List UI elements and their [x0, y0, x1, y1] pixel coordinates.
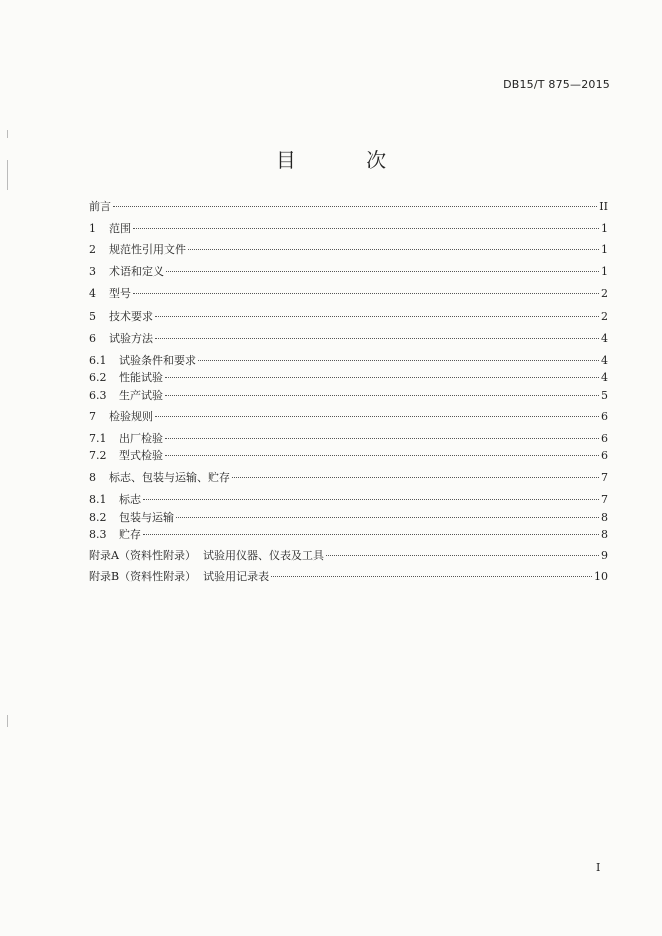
toc-page: 2	[601, 310, 608, 323]
toc-page: 5	[601, 389, 608, 402]
toc-num: 6.3	[89, 389, 107, 402]
toc-row[interactable]	[89, 287, 608, 301]
toc-text: 贮存	[119, 528, 141, 541]
toc-num: 7	[89, 410, 96, 423]
toc-row[interactable]	[89, 432, 608, 446]
toc-num: 附录B	[89, 570, 120, 583]
toc-page: 8	[601, 528, 608, 541]
toc-num: 附录A	[89, 549, 119, 562]
toc-leader	[188, 249, 599, 250]
toc-row[interactable]	[89, 511, 608, 525]
toc-row[interactable]	[89, 570, 608, 584]
toc-num: 4	[89, 287, 96, 300]
toc-leader	[165, 455, 599, 456]
toc-leader	[133, 293, 599, 294]
standard-code: DB15/T 875—2015	[503, 78, 610, 91]
toc-row[interactable]	[89, 371, 608, 385]
scan-margin-mark	[7, 715, 8, 727]
toc-text: 标志	[119, 493, 141, 506]
toc-num: 2	[89, 243, 96, 256]
toc-leader	[165, 438, 599, 439]
toc-page: 1	[601, 265, 608, 278]
toc-num: 1	[89, 222, 96, 235]
toc-text: 技术要求	[109, 310, 153, 323]
toc-page: 6	[601, 432, 608, 445]
toc-text: 规范性引用文件	[109, 243, 186, 256]
scan-margin-mark	[7, 130, 8, 138]
toc-page: 1	[601, 243, 608, 256]
toc-text: 型号	[109, 287, 131, 300]
toc-num: 6.2	[89, 371, 107, 384]
toc-text: 出厂检验	[119, 432, 163, 445]
toc-page: 4	[601, 371, 608, 384]
toc-text: 试验条件和要求	[119, 354, 196, 367]
toc-num: 7.2	[89, 449, 107, 462]
toc-num: 8.1	[89, 493, 107, 506]
toc-page: 6	[601, 449, 608, 462]
toc-text: 试验方法	[109, 332, 153, 345]
toc-page: 8	[601, 511, 608, 524]
toc-row[interactable]	[89, 332, 608, 346]
toc-leader	[165, 395, 599, 396]
toc-num: 5	[89, 310, 96, 323]
toc-leader	[326, 555, 599, 556]
toc-num: 7.1	[89, 432, 107, 445]
toc-leader	[155, 416, 599, 417]
toc-num: 8.2	[89, 511, 107, 524]
toc-text: 范围	[109, 222, 131, 235]
toc-leader	[166, 271, 599, 272]
toc-text: 标志、包装与运输、贮存	[109, 471, 230, 484]
toc-num: 8.3	[89, 528, 107, 541]
toc-page: 2	[601, 287, 608, 300]
toc-title: 目 次	[275, 148, 419, 172]
toc-page: 1	[601, 222, 608, 235]
toc-row[interactable]	[89, 200, 608, 214]
toc-leader	[143, 499, 599, 500]
toc-row[interactable]	[89, 265, 608, 279]
toc-row[interactable]	[89, 243, 608, 257]
toc-page: 10	[594, 570, 608, 583]
toc-row[interactable]	[89, 354, 608, 368]
toc-row[interactable]	[89, 471, 608, 485]
toc-page: II	[599, 200, 608, 213]
toc-text: 术语和定义	[109, 265, 164, 278]
toc-page: 7	[601, 493, 608, 506]
toc-num: 3	[89, 265, 96, 278]
toc-leader	[271, 576, 592, 577]
toc-leader	[133, 228, 599, 229]
toc-num: 6.1	[89, 354, 107, 367]
toc-text: 检验规则	[109, 410, 153, 423]
toc-row[interactable]	[89, 449, 608, 463]
toc-row[interactable]	[89, 528, 608, 542]
toc-leader	[155, 316, 599, 317]
page-number: I	[596, 861, 601, 874]
toc-text: （资料性附录） 试验用记录表	[119, 570, 270, 583]
toc-leader	[143, 534, 599, 535]
toc-page: 7	[601, 471, 608, 484]
toc-row[interactable]	[89, 310, 608, 324]
toc-text: 前言	[89, 200, 111, 213]
toc-row[interactable]	[89, 493, 608, 507]
toc-row[interactable]	[89, 410, 608, 424]
toc-page: 4	[601, 332, 608, 345]
toc-row[interactable]	[89, 389, 608, 403]
toc-text: 生产试验	[119, 389, 163, 402]
toc-leader	[155, 338, 599, 339]
toc-text: 包装与运输	[119, 511, 174, 524]
toc-leader	[165, 377, 599, 378]
toc-text: （资料性附录） 试验用仪器、仪表及工具	[118, 549, 324, 562]
toc-page: 9	[601, 549, 608, 562]
toc-leader	[176, 517, 599, 518]
toc-num: 8	[89, 471, 96, 484]
toc-page: 4	[601, 354, 608, 367]
toc-leader	[232, 477, 599, 478]
toc-text: 型式检验	[119, 449, 163, 462]
toc-leader	[113, 206, 597, 207]
toc-num: 6	[89, 332, 96, 345]
toc-page: 6	[601, 410, 608, 423]
toc-row[interactable]	[89, 222, 608, 236]
toc-text: 性能试验	[119, 371, 163, 384]
toc-leader	[198, 360, 599, 361]
toc-row[interactable]	[89, 549, 608, 563]
